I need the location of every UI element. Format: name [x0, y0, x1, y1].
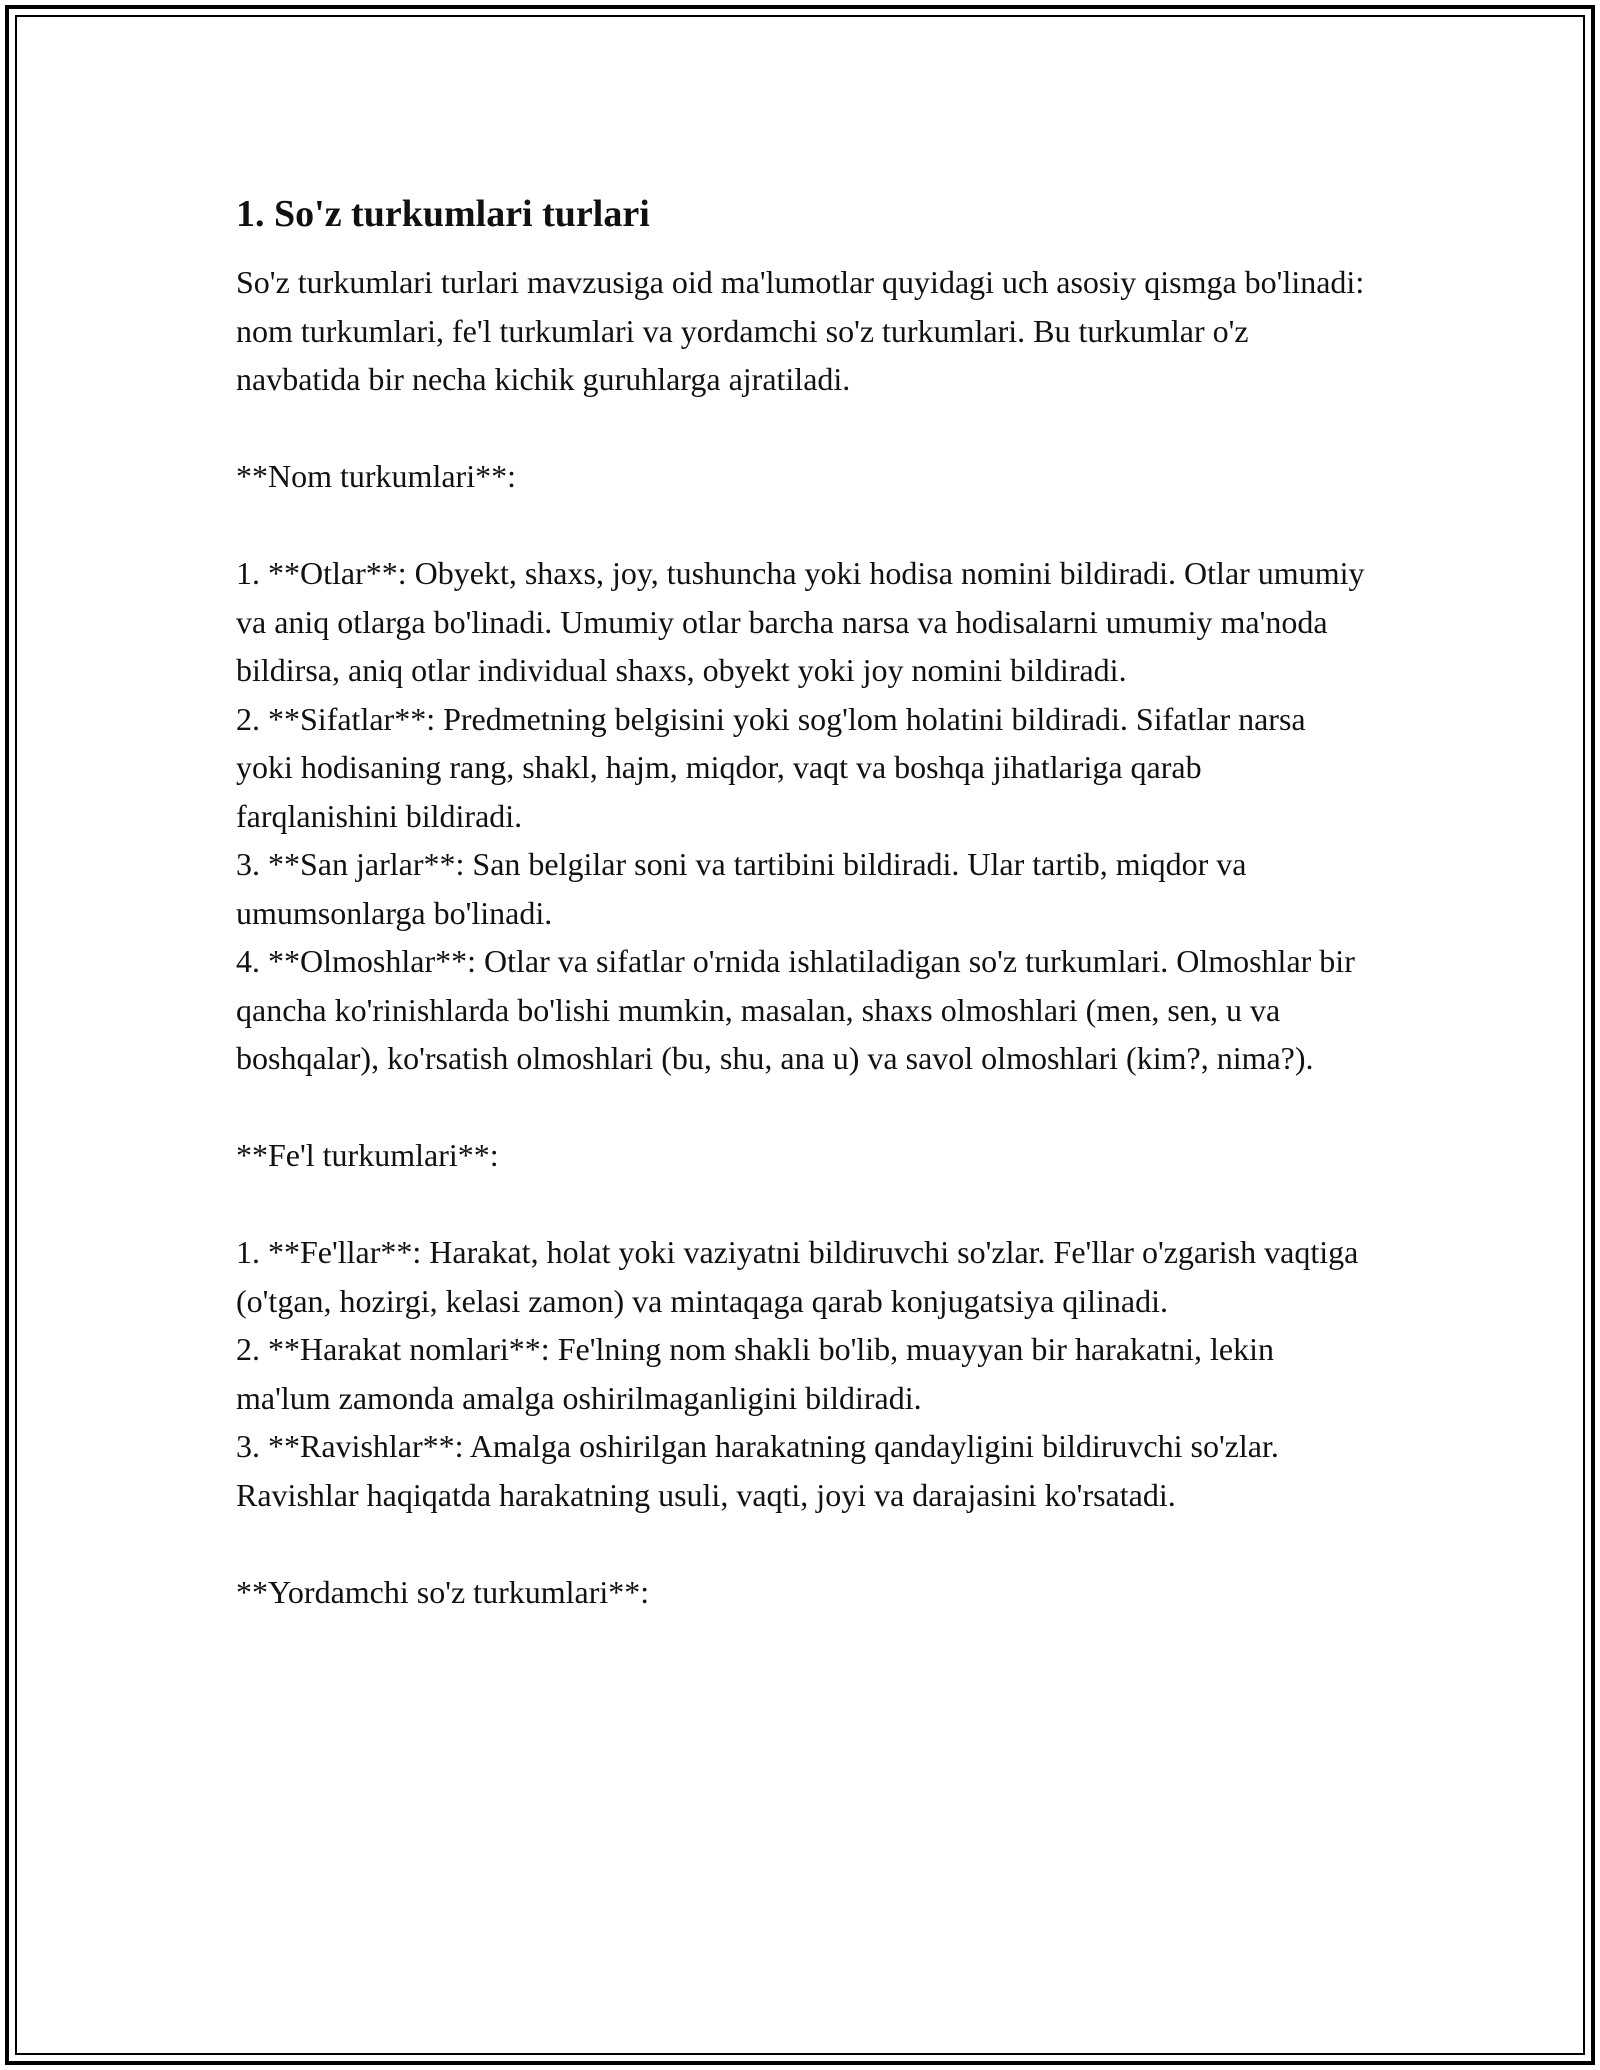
intro-paragraph: So'z turkumlari turlari mavzusiga oid ma'lumotlar quyidagi uch asosiy qismga bo'linadi: nom turkumlari, fe'l turkumlari va yordamchi so'z turkumlari. Bu turkumlar o'z navbatida bir necha kichik guruhlarga ajratiladi.: [236, 264, 1373, 397]
list-item-olmoshlar: 4. **Olmoshlar**: Otlar va sifatlar o'rnida ishlatiladigan so'z turkumlari. Olmoshlar bir qancha ko'rinishlarda bo'lishi mumkin, masalan, shaxs olmoshlari (men, sen, u va boshqalar), ko'rsatish olmoshlari (bu, shu, ana u) va savol olmoshlari (kim?, nima?).: [236, 943, 1363, 1076]
spacer: [236, 404, 1366, 453]
list-item-san-jarlar: 3. **San jarlar**: San belgilar soni va tartibini bildiradi. Ular tartib, miqdor va umumsonlarga bo'linadi.: [236, 846, 1255, 931]
spacer: [236, 1180, 1366, 1229]
spacer: [236, 1519, 1366, 1568]
section-heading-yordamchi: **Yordamchi so'z turkumlari**:: [236, 1573, 650, 1610]
list-item-otlar: 1. **Otlar**: Obyekt, shaxs, joy, tushuncha yoki hodisa nomini bildiradi. Otlar umumiy va aniq otlarga bo'linadi. Umumiy otlar barcha narsa va hodisalarni umumiy ma'noda bildirsa, aniq otlar individual shaxs, obyekt yoki joy nomini bildiradi.: [236, 555, 1373, 688]
spacer: [236, 501, 1366, 550]
list-item-sifatlar: 2. **Sifatlar**: Predmetning belgisini yoki sog'lom holatini bildiradi. Sifatlar narsa yoki hodisaning rang, shakl, hajm, miqdor, vaqt va boshqa jihatlariga qarab farqlanishini bildiradi.: [236, 700, 1314, 834]
list-item-fellar: 1. **Fe'llar**: Harakat, holat yoki vaziyatni bildiruvchi so'zlar. Fe'llar o'zgarish vaqtiga (o'tgan, hozirgi, kelasi zamon) va mintaqaga qarab konjugatsiya qilinadi.: [236, 1234, 1367, 1319]
section-heading-nom: **Nom turkumlari**:: [236, 458, 516, 494]
page-title: 1. So'z turkumlari turlari: [236, 193, 650, 235]
list-item-harakat-nomlari: 2. **Harakat nomlari**: Fe'lning nom shakli bo'lib, muayyan bir harakatni, lekin ma'lum zamonda amalga oshirilmaganligini bildiradi.: [236, 1331, 1282, 1416]
section-heading-fel: **Fe'l turkumlari**:: [236, 1137, 499, 1173]
list-item-ravishlar: 3. **Ravishlar**: Amalga oshirilgan harakatning qandayligini bildiruvchi so'zlar. Ravishlar haqiqatda harakatning usuli, vaqti, joyi va darajasini ko'rsatadi.: [236, 1428, 1287, 1513]
spacer: [236, 1083, 1366, 1132]
document-body: [236, 182, 1373, 1616]
